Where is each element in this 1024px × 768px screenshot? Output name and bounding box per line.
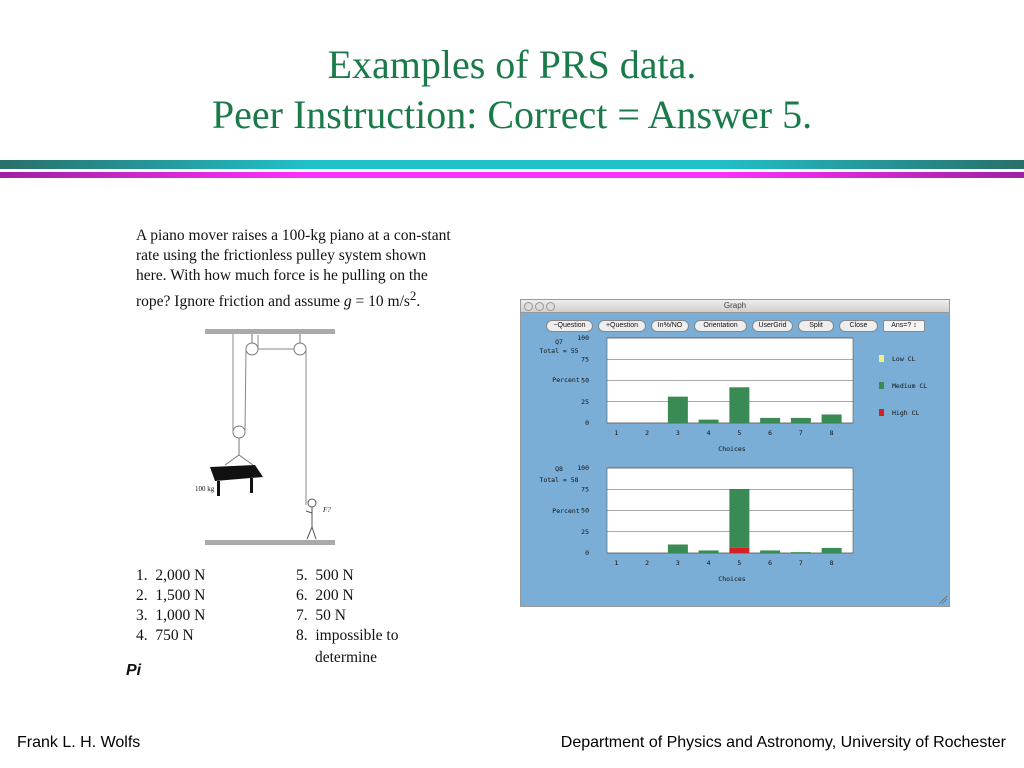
- answer-8: 8. impossible to: [296, 627, 399, 644]
- prev-question-button[interactable]: −Question: [546, 320, 593, 332]
- graph-window-title: Graph: [723, 301, 747, 310]
- chart2-bar-5-high: [729, 548, 749, 553]
- chart1-bar-8-medium: [822, 415, 842, 424]
- chart1-ylabel: Percent: [552, 376, 580, 384]
- chart2-ytick: 0: [585, 549, 589, 557]
- title-line-1: Examples of PRS data.: [327, 42, 697, 87]
- legend: [879, 355, 927, 417]
- resize-grip-icon[interactable]: [939, 596, 947, 604]
- chart2-xtick: 7: [798, 559, 803, 567]
- answer-6: 6. 200 N: [296, 587, 354, 604]
- orientation-button[interactable]: Orientation: [694, 320, 747, 332]
- legend-swatch-medium: [879, 382, 884, 389]
- chart1-bar-4-medium: [699, 420, 719, 423]
- chart2-xlabel: Choices: [718, 575, 746, 583]
- force-label: F?: [323, 506, 331, 514]
- legend-label-medium: Medium CL: [892, 382, 928, 390]
- problem-text-end: .: [416, 293, 421, 311]
- legend-label-low: Low CL: [892, 355, 916, 363]
- chart1-bar-6-medium: [760, 418, 780, 423]
- chart2-title: Q8: [555, 465, 563, 473]
- chart1-xtick: 5: [737, 429, 742, 437]
- chart1-ytick: 100: [577, 334, 589, 342]
- answer-3: 3. 1,000 N: [136, 607, 206, 624]
- slide-title: [0, 40, 1024, 140]
- answer-8-cont: determine: [315, 649, 377, 666]
- piano-label: 100 kg: [195, 485, 215, 493]
- chart2-ylabel: Percent: [552, 507, 580, 515]
- answer-7: 7. 50 N: [296, 607, 346, 624]
- chart1-xtick: 4: [706, 429, 711, 437]
- problem-statement: [136, 226, 456, 312]
- chart1-ytick: 75: [581, 355, 589, 364]
- answer-1: 1. 2,000 N: [136, 567, 206, 584]
- chart2-xtick: 4: [706, 559, 711, 567]
- next-question-button[interactable]: +Question: [598, 320, 646, 332]
- pulley-diagram: [195, 325, 345, 550]
- chart2-subtitle: Total = 58: [539, 476, 579, 484]
- graph-area: [521, 330, 949, 606]
- chart2-bar-3-medium: [668, 545, 688, 554]
- chart-q8: [539, 464, 853, 583]
- footer-author: Frank L. H. Wolfs: [17, 734, 141, 751]
- chart1-xtick: 2: [645, 429, 650, 437]
- usergrid-button[interactable]: UserGrid: [752, 320, 793, 332]
- chart2-ytick: 75: [581, 485, 589, 494]
- chart2-bar-5-medium: [729, 489, 749, 548]
- chart1-ytick: 25: [581, 397, 589, 406]
- chart1-subtitle: Total = 55: [539, 347, 579, 355]
- teal-divider: [0, 160, 1024, 169]
- chart2-ytick: 100: [577, 464, 589, 472]
- legend-label-high: High CL: [892, 409, 920, 417]
- chart1-xtick: 8: [829, 429, 834, 437]
- magenta-divider: [0, 172, 1024, 178]
- footer-department: Department of Physics and Astronomy, University of Rochester: [560, 734, 1006, 751]
- chart1-ytick: 50: [581, 376, 589, 385]
- chart2-xtick: 5: [737, 559, 742, 567]
- chart2-xtick: 3: [675, 559, 680, 567]
- chart1-bar-3-medium: [668, 397, 688, 423]
- problem-text-1: A piano mover raises a 100-kg piano at a con-stant rate using the frictionless pulley system shown here. With how much force is he pulling on the rope? Ignore friction and assume: [136, 227, 451, 311]
- answer-select[interactable]: Ans=? ↕: [883, 320, 925, 332]
- answer-5: 5. 500 N: [296, 567, 354, 584]
- problem-var-g: g: [343, 293, 352, 311]
- in-no-button[interactable]: In%/NO: [651, 320, 689, 332]
- chart2-bar-6-medium: [760, 550, 780, 553]
- problem-sup: 2: [409, 288, 417, 303]
- close-button[interactable]: Close: [839, 320, 878, 332]
- chart2-xtick: 8: [829, 559, 834, 567]
- graph-titlebar[interactable]: [521, 300, 949, 313]
- chart2-xtick: 1: [614, 559, 619, 567]
- answer-2: 2. 1,500 N: [136, 587, 206, 604]
- legend-swatch-high: [879, 409, 884, 416]
- legend-swatch-low: [879, 355, 884, 362]
- chart1-title: Q7: [555, 338, 563, 346]
- chart1-bar-7-medium: [791, 418, 811, 423]
- chart2-bar-4-medium: [699, 550, 719, 553]
- chart1-xlabel: Choices: [718, 445, 746, 453]
- peer-instruction-logo: Pi: [126, 662, 142, 679]
- split-button[interactable]: Split: [798, 320, 834, 332]
- graph-window: [520, 299, 950, 607]
- chart-q7: [539, 334, 853, 453]
- chart2-xtick: 2: [645, 559, 650, 567]
- chart1-xtick: 3: [675, 429, 680, 437]
- chart2-xtick: 6: [768, 559, 773, 567]
- chart2-bar-8-medium: [822, 548, 842, 553]
- problem-text-2: = 10 m/s: [351, 293, 410, 311]
- title-line-2: Peer Instruction: Correct = Answer 5.: [211, 92, 813, 137]
- chart2-ytick: 50: [581, 506, 589, 515]
- chart1-bar-5-medium: [729, 387, 749, 423]
- chart2-ytick: 25: [581, 527, 589, 536]
- chart1-ytick: 0: [585, 419, 589, 427]
- chart1-xtick: 7: [798, 429, 803, 437]
- answer-4: 4. 750 N: [136, 627, 194, 644]
- chart2-bar-7-medium: [791, 552, 811, 553]
- chart1-xtick: 6: [768, 429, 773, 437]
- chart1-xtick: 1: [614, 429, 619, 437]
